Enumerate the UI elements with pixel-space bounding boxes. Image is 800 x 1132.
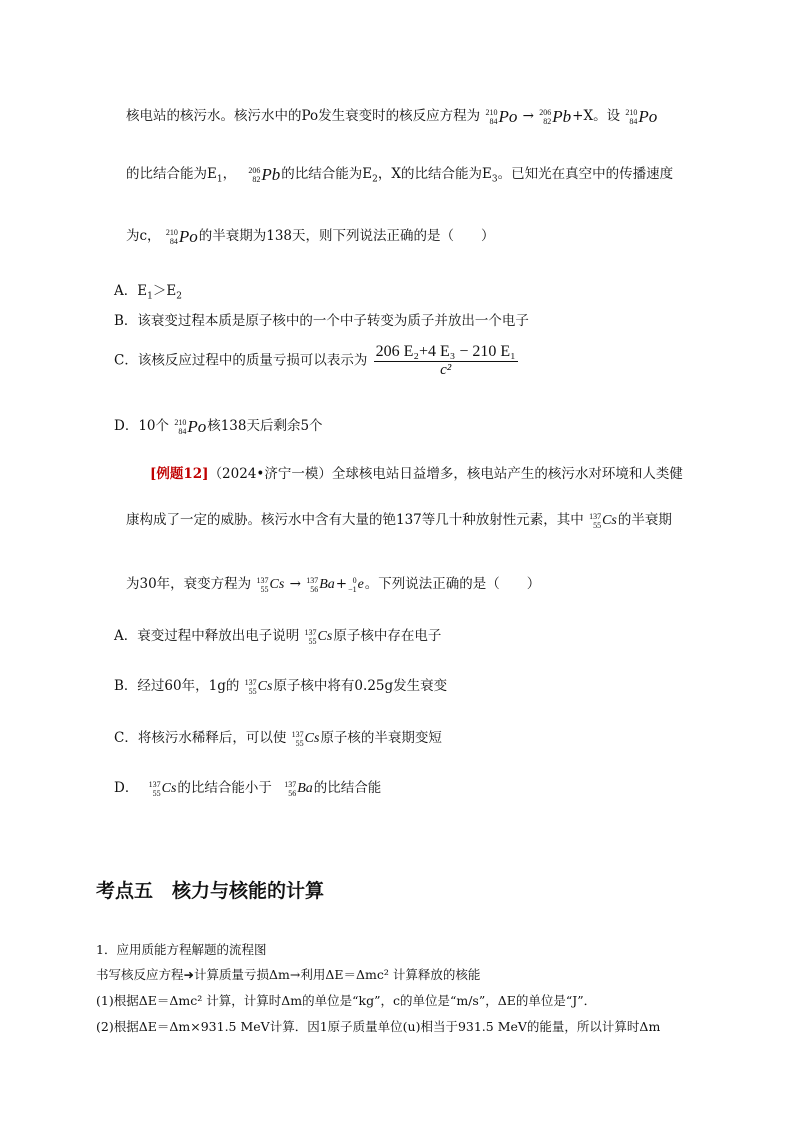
q12-line1: [例题12]（2024•济宁一模）全球核电站日益增多，核电站产生的核污水对环境和人类健 xyxy=(150,466,683,482)
nuclide-electron: 0 −1 e xyxy=(348,575,364,594)
nuclide-po: 210 84 Po xyxy=(485,106,518,126)
q11-line3: 为c， 210 84 Po 的半衰期为138天，则下列说法正确的是（ ） xyxy=(126,226,495,246)
nuclide-cs: 137 55 Cs xyxy=(291,729,320,748)
nuclide-ba: 137 56 Ba xyxy=(306,575,335,594)
nuclide-cs: 137 55 Cs xyxy=(256,575,285,594)
q11-line2: 的比结合能为$E_1$， 206 82 Pb 的比结合能为$E_2$，X的比结合能为$E_3$。已知光在真空中的传播速度 xyxy=(126,164,674,185)
q11-option-b: B．该衰变过程本质是原子核中的一个中子转变为质子并放出一个电子 xyxy=(114,313,529,329)
nuclide-pb: 206 82 Pb xyxy=(539,106,572,126)
nuclide-po: 210 84 Po xyxy=(625,106,658,126)
nuclide-po: 210 84 Po xyxy=(165,226,198,246)
nuclide-cs: 137 55 Cs xyxy=(148,779,177,798)
nuclide-cs: 137 55 Cs xyxy=(244,677,273,696)
arrow-icon: → xyxy=(522,108,534,124)
q12-option-b: B．经过60年，1g的 137 55 Cs 原子核中将有0.25g发生衰变 xyxy=(114,677,448,696)
section-paragraph-4: (2)根据ΔE＝Δm×931.5 MeV计算．因1原子质量单位(u)相当于931.5 MeV的能量，所以计算时Δm xyxy=(96,1019,661,1034)
mass-defect-fraction: $\frac{\text{206 E₂+4 E₃ − 210 E₁}}{\text{c²}}$ xyxy=(375,343,516,378)
q12-line3: 为30年，衰变方程为 137 55 Cs → 137 56 Ba + 0 −1 e 。下列说法正确的是（ ） xyxy=(126,575,541,594)
q11-line1-end: X。设 xyxy=(583,108,621,124)
q11-option-d: D．10个 210 84 Po 核138天后剩余5个 xyxy=(114,416,323,436)
q12-option-d: D． 137 55 Cs 的比结合能小于 137 56 Ba 的比结合能 xyxy=(114,779,382,798)
section-paragraph-3: (1)根据ΔE＝Δmc² 计算，计算时Δm的单位是“kg”，c的单位是“m/s”，ΔE的单位是“J”． xyxy=(96,993,597,1008)
q12-option-c: C．将核污水稀释后，可以使 137 55 Cs 原子核的半衰期变短 xyxy=(114,729,442,748)
q11-option-a: A．$E_1>E_2$ xyxy=(114,283,182,302)
q12-line2: 康构成了一定的威胁。核污水中含有大量的铯137等几十种放射性元素，其中 137 55 Cs 的半衰期 xyxy=(126,511,672,530)
q12-option-a: A．衰变过程中释放出电子说明 137 55 Cs 原子核中存在电子 xyxy=(114,627,442,646)
section-title: 考点五 核力与核能的计算 xyxy=(96,880,325,902)
example-tag: [例题12] xyxy=(150,466,209,482)
q11-line1: 核电站的核污水。核污水中的Po发生衰变时的核反应方程为 210 84 Po → 206 82 Pb +X。设 210 84 Po xyxy=(126,106,658,126)
q11-line1-text: 核电站的核污水。核污水中的Po发生衰变时的核反应方程为 xyxy=(126,108,481,124)
nuclide-pb: 206 82 Pb xyxy=(248,164,281,184)
nuclide-cs: 137 55 Cs xyxy=(304,627,333,646)
section-paragraph-2: 书写核反应方程➜计算质量亏损Δm→利用ΔE＝Δmc² 计算释放的核能 xyxy=(96,967,481,982)
arrow-icon: → xyxy=(289,576,301,592)
nuclide-ba: 137 56 Ba xyxy=(284,779,313,798)
nuclide-cs: 137 55 Cs xyxy=(589,511,617,530)
q11-option-c: C．该核反应过程中的质量亏损可以表示为 $\frac{\text{206 E₂+4 E₃ − 210 E₁}}{\text{c²}}$ xyxy=(114,343,516,378)
nuclide-po: 210 84 Po xyxy=(174,416,207,436)
section-paragraph-1: 1．应用质能方程解题的流程图 xyxy=(96,942,267,957)
